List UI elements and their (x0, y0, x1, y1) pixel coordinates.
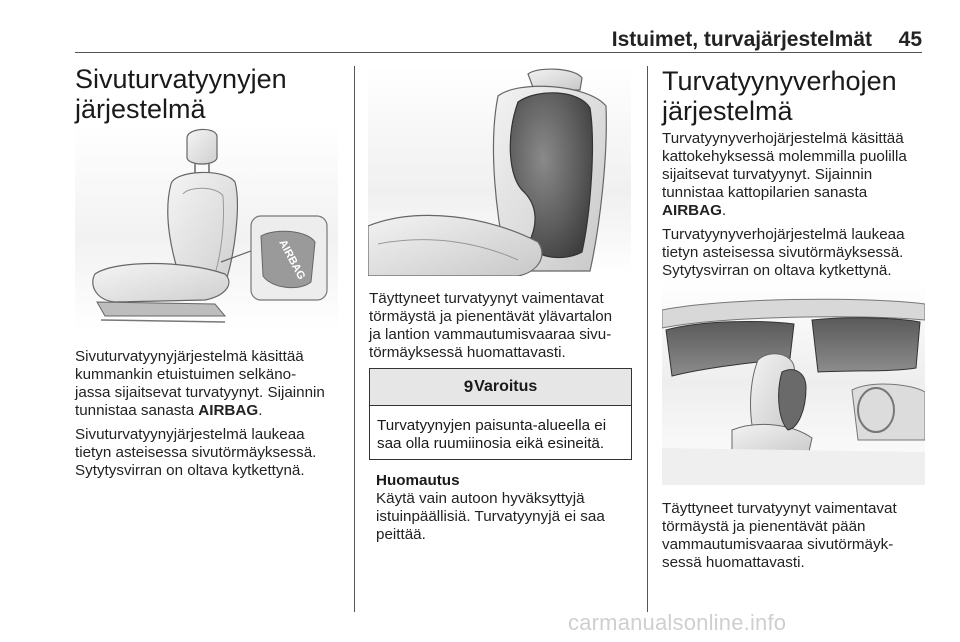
note-block (376, 472, 636, 544)
heading-line: Sivuturvatyynyjen (75, 64, 287, 94)
curtain-airbag-caption (662, 500, 924, 572)
note-title: Huomautus (376, 472, 460, 489)
warning-triangle-icon: 9 (463, 377, 474, 396)
text-line: Turvatyynyverhojärjestelmä laukeaa (662, 226, 905, 243)
text-fragment: tunnistaa sanasta (75, 402, 199, 419)
text-line: Sivuturvatyynyjärjestelmä käsittää (75, 348, 304, 365)
text-line: Käytä vain autoon hyväksyttyjä (376, 490, 585, 507)
text-line: saa olla ruumiinosia eikä esineitä. (377, 435, 605, 452)
text-line (662, 202, 924, 220)
text-line: törmäystä ja pienentävät pään (662, 518, 866, 535)
text-line: Täyttyneet turvatyynyt vaimentavat (662, 500, 897, 517)
paragraph (75, 348, 350, 420)
note-text (376, 490, 636, 544)
seat-airbag-figure (75, 124, 338, 332)
heading-line: järjestelmä (662, 96, 793, 126)
curtain-airbag-heading (662, 66, 947, 126)
text-line: Täyttyneet turvatyynyt vaimentavat (369, 290, 604, 307)
caption (369, 290, 644, 362)
caption (662, 500, 924, 572)
text-line: tietyn asteisessa sivutörmäyksessä. (75, 444, 317, 461)
heading-line: järjestelmä (75, 94, 206, 124)
header-rule (75, 52, 922, 53)
text-line: sessä huomattavasti. (662, 554, 805, 571)
text-fragment: . (721, 202, 727, 219)
airbag-keyword: AIRBAG (198, 402, 259, 419)
text-line: tietyn asteisessa sivutörmäyksessä. (662, 244, 904, 261)
paragraph (662, 226, 924, 280)
warning-box (369, 368, 632, 460)
paragraph (662, 130, 924, 220)
warning-body (370, 406, 631, 453)
curtain-airbag-figure (662, 280, 925, 485)
airbag-keyword: AIRBAG (662, 202, 722, 219)
text-line: Turvatyynyjen paisunta-alueella ei (377, 417, 607, 434)
side-airbag-heading (75, 64, 345, 124)
text-line: peittää. (376, 526, 426, 543)
warning-header (370, 369, 631, 406)
watermark-text: carmanualsonline.info (568, 610, 787, 635)
text-line: sijaitsevat turvatyynyt. Sijainnin (662, 166, 873, 183)
text-line: istuinpäällisiä. Turvatyynyjä ei saa (376, 508, 605, 525)
heading-line: Turvatyynyverhojen (662, 66, 897, 96)
text-fragment: . (258, 402, 263, 419)
text-line: tunnistaa kattopilarien sanasta (662, 184, 868, 201)
side-airbag-caption (369, 290, 644, 362)
text-line: kattokehyksessä molemmilla puolilla (662, 148, 907, 165)
inflated-side-airbag-figure (368, 66, 631, 276)
column-divider-1 (354, 66, 355, 612)
text-line: kummankin etuistuimen selkäno- (75, 366, 297, 383)
text-line: törmäyksessä huomattavasti. (369, 344, 566, 361)
side-airbag-text (75, 348, 350, 480)
text-line: ja lantion vammautumisvaaraa sivu- (369, 326, 612, 343)
text-line: Turvatyynyverhojärjestelmä käsittää (662, 130, 904, 147)
text-line: Sytytysvirran on oltava kytkettynä. (662, 262, 892, 279)
curtain-airbag-text (662, 130, 924, 280)
text-line: Sytytysvirran on oltava kytkettynä. (75, 462, 305, 479)
warning-title: Varoitus (474, 378, 538, 395)
text-line: vammautumisvaaraa sivutörmäyk- (662, 536, 894, 553)
column-divider-2 (647, 66, 648, 612)
page-number: 45 (898, 28, 922, 51)
text-line: Sivuturvatyynyjärjestelmä laukeaa (75, 426, 305, 443)
paragraph (75, 426, 350, 480)
text-line: törmäystä ja pienentävät ylävartalon (369, 308, 613, 325)
airbag-label-text: AIRBAG (276, 237, 308, 282)
text-line: jassa sijaitsevat turvatyynyt. Sijainnin (75, 384, 325, 401)
text-line (75, 402, 350, 420)
running-header-title: Istuimet, turvajärjestelmät (611, 28, 872, 51)
